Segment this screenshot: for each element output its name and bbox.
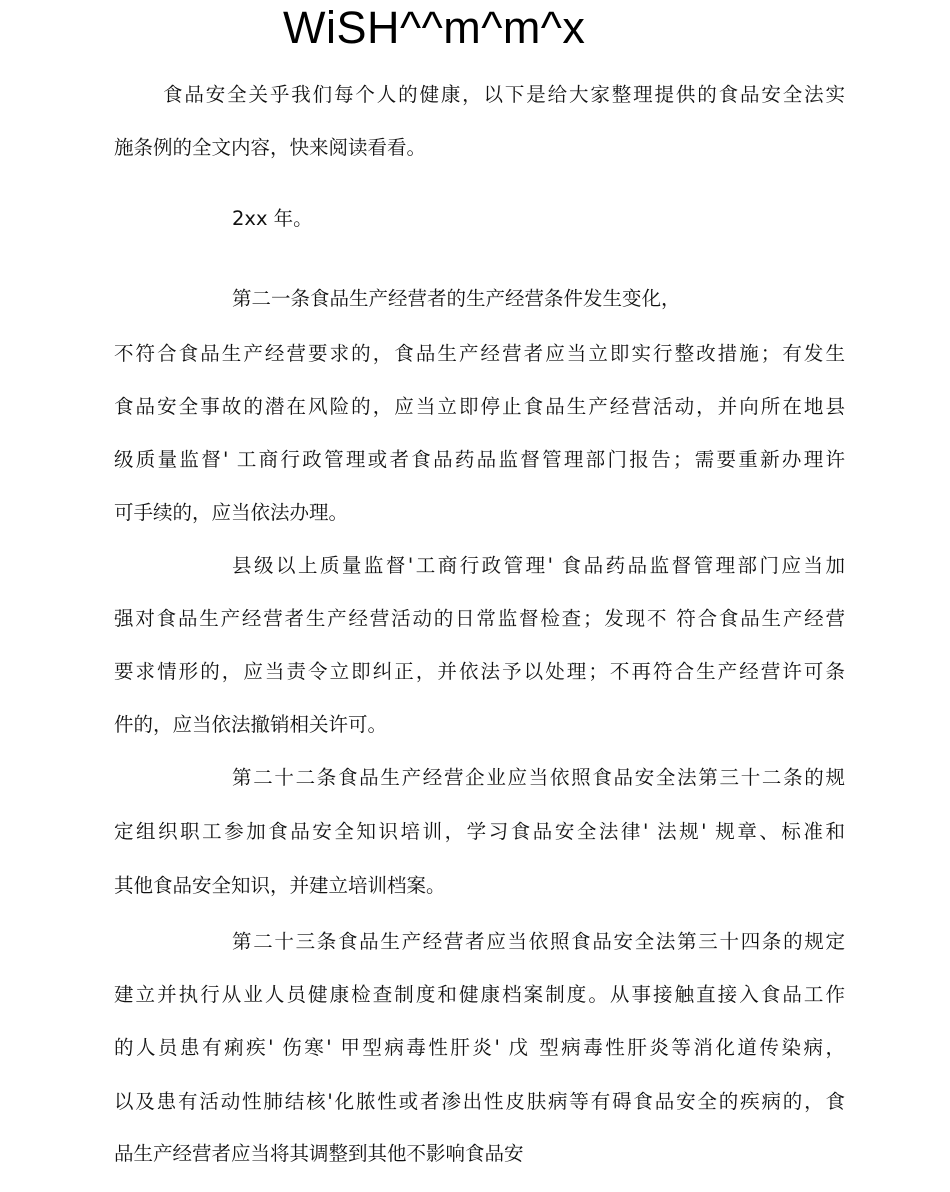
article-23-line-5: 品生产经营者应当将其调整到其他不影响食品安 — [114, 1142, 524, 1165]
intro-line-2: 施条例的全文内容，快来阅读看看。 — [114, 136, 427, 159]
header-title: WiSH^^m^m^x — [283, 2, 586, 53]
article-21-line-1: 第二一条食品生产经营者的生产经营条件发生变化， — [232, 287, 681, 310]
year-line: 2xx 年。 — [232, 207, 313, 230]
article-23-line-4: 以及患有活动性肺结核'化脓性或者渗出性皮肤病等有碍食品安全的疾病的，食 — [114, 1090, 845, 1113]
article-22-line-3: 其他食品安全知识，并建立培训档案。 — [114, 874, 446, 897]
supervision-line-2: 强对食品生产经营者生产经营活动的日常监督检查；发现不 符合食品生产经营 — [114, 607, 845, 630]
supervision-line-3: 要求情形的，应当责令立即纠正，并依法予以处理；不再符合生产经营许可条 — [114, 660, 845, 683]
supervision-line-4: 件的，应当依法撤销相关许可。 — [114, 713, 388, 736]
intro-line-1: 食品安全关乎我们每个人的健康，以下是给大家整理提供的食品安全法实 — [163, 83, 845, 106]
article-21-line-3: 食品安全事故的潜在风险的，应当立即停止食品生产经营活动，并向所在地县 — [114, 395, 845, 418]
article-22-line-1: 第二十二条食品生产经营企业应当依照食品安全法第三十二条的规 — [232, 766, 845, 789]
article-23-line-1: 第二十三条食品生产经营者应当依照食品安全法第三十四条的规定 — [232, 930, 845, 953]
article-21-line-2: 不符合食品生产经营要求的，食品生产经营者应当立即实行整改措施；有发生 — [114, 342, 845, 365]
article-22-line-2: 定组织职工参加食品安全知识培训，学习食品安全法律' 法规' 规章、标准和 — [114, 820, 845, 843]
article-23-line-2: 建立并执行从业人员健康检查制度和健康档案制度。从事接触直接入食品工作 — [114, 983, 845, 1006]
article-23-line-3: 的人员患有痢疾' 伤寒' 甲型病毒性肝炎' 戊 型病毒性肝炎等消化道传染病， — [114, 1036, 845, 1059]
article-21-line-5: 可手续的，应当依法办理。 — [114, 501, 349, 524]
article-21-line-4: 级质量监督' 工商行政管理或者食品药品监督管理部门报告；需要重新办理许 — [114, 448, 845, 471]
supervision-line-1: 县级以上质量监督'工商行政管理' 食品药品监督管理部门应当加 — [232, 554, 845, 577]
